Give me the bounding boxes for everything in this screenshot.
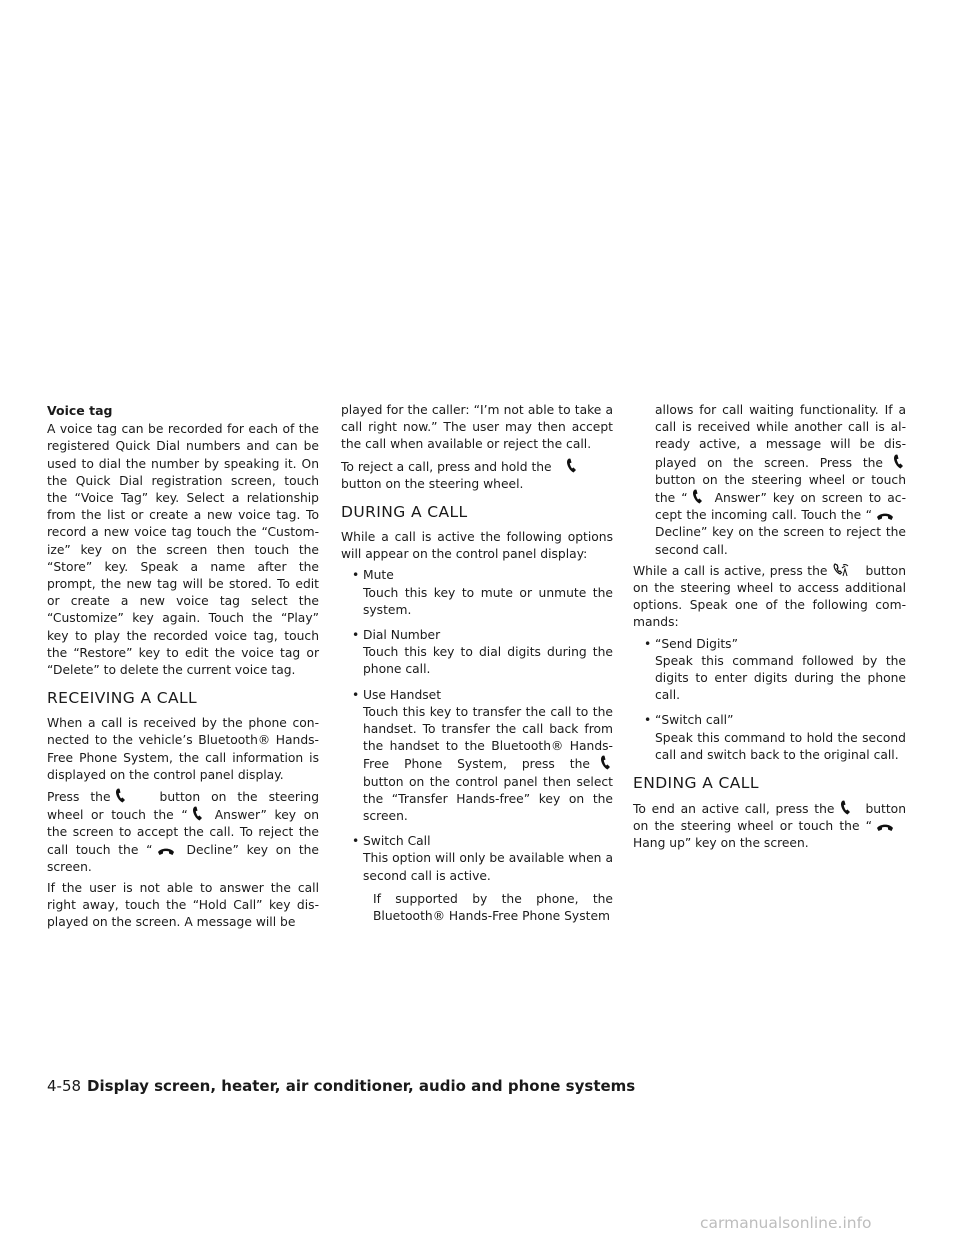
- receiving-paragraph-2: Press the button on the steering wheel or touch the “ Answer” key on the screen to accept the call. To reject the call touch the “ Decline” key on the screen.: [47, 790, 320, 874]
- receiving-call-heading: RECEIVING A CALL: [47, 689, 198, 708]
- voice-tag-heading: Voice tag: [47, 403, 113, 418]
- page-footer: [47, 1076, 635, 1096]
- column-3: [633, 402, 906, 857]
- voice-command-icon: [833, 563, 849, 577]
- reject-call-paragraph: To reject a call, press and hold the button on the steering wheel.: [341, 458, 613, 493]
- hang-up-icon: [876, 823, 894, 832]
- during-call-options: [341, 567, 613, 925]
- active-call-paragraph: While a call is active, press the button on the steering wheel to access additional options. Speak one of the following commands:: [633, 563, 906, 630]
- receiving-paragraph-3: If the user is not able to answer the call right away, touch the “Hold Call” key displayed on the screen. A message will be: [47, 881, 319, 930]
- phone-icon: [115, 788, 126, 803]
- during-call-intro: While a call is active the following options will appear on the control panel display:: [341, 530, 613, 562]
- list-item-use-handset: • Use Handset Touch this key to transfer the call to the handset. To transfer the call back from the handset to the Bluetooth® Hands-Free Phone System, press the button on the control panel then select the “Transfer Hands-free” key on the screen.: [352, 687, 613, 824]
- watermark: carmanualsonline.info: [700, 1214, 872, 1232]
- during-call-heading: DURING A CALL: [341, 503, 468, 522]
- phone-icon: [192, 806, 203, 821]
- phone-icon: [566, 458, 577, 473]
- chapter-title: Display screen, heater, air conditioner, audio and phone systems: [87, 1077, 636, 1095]
- list-item-send-digits: • “Send Digits” Speak this command followed by the digits to enter digits during the phone call.: [644, 636, 906, 703]
- voice-commands-list: [633, 636, 906, 764]
- column-1: [47, 402, 319, 936]
- voice-tag-paragraph: A voice tag can be recorded for each of the registered Quick Dial numbers and can be used to dial the number by speaking it. On the Quick Dial registration screen, touch the “Voice Tag” key. Select a relationship from the list or create a new voice tag. To record a new voice tag touch the “Customize” key on the screen then touch the “Store” key. Speak a name after the prompt, the new tag will be stored. To edit or create a new voice tag select the “Customize” key again. Touch the “Play” key to play the recorded voice tag, touch the “Restore” key to edit the voice tag or “Delete” to delete the current voice tag.: [47, 422, 319, 678]
- call-waiting-continued: allows for call waiting functionality. If a call is received while another call is already active, a message will be displayed on the screen. Press the button on the steering wheel or touch the “ Answer” key on screen to accept the incoming call. Touch the “ Decline” key on the screen to reject the second call.: [655, 403, 906, 557]
- phone-icon: [600, 755, 611, 770]
- phone-icon: [893, 454, 904, 469]
- hang-up-icon: [876, 512, 894, 521]
- list-item-switch-call: • Switch Call This option will only be available when a second call is active. If supported by the phone, the Bluetooth® Hands-Free Phone System: [352, 834, 613, 924]
- phone-icon: [692, 489, 703, 504]
- hold-call-continued: played for the caller: “I’m not able to take a call right now.” The user may then accept the call when available or reject the call.: [341, 403, 613, 452]
- column-2: [341, 402, 613, 933]
- ending-call-heading: ENDING A CALL: [633, 774, 759, 793]
- ending-call-paragraph: To end an active call, press the button on the steering wheel or touch the “ Hang up” key on the screen.: [633, 802, 906, 851]
- list-item-dial-number: • Dial Number Touch this key to dial digits during the phone call.: [352, 628, 613, 677]
- list-item-switch-call-command: • “Switch call” Speak this command to hold the second call and switch back to the original call.: [644, 713, 906, 762]
- list-item-mute: • Mute Touch this key to mute or unmute the system.: [352, 568, 613, 617]
- hang-up-icon: [157, 847, 175, 856]
- receiving-paragraph-1: When a call is received by the phone connected to the vehicle’s Bluetooth® Hands-Free Phone System, the call information is displayed on the control panel display.: [47, 716, 319, 782]
- page-number: 4-58: [47, 1077, 82, 1095]
- phone-icon: [840, 800, 851, 815]
